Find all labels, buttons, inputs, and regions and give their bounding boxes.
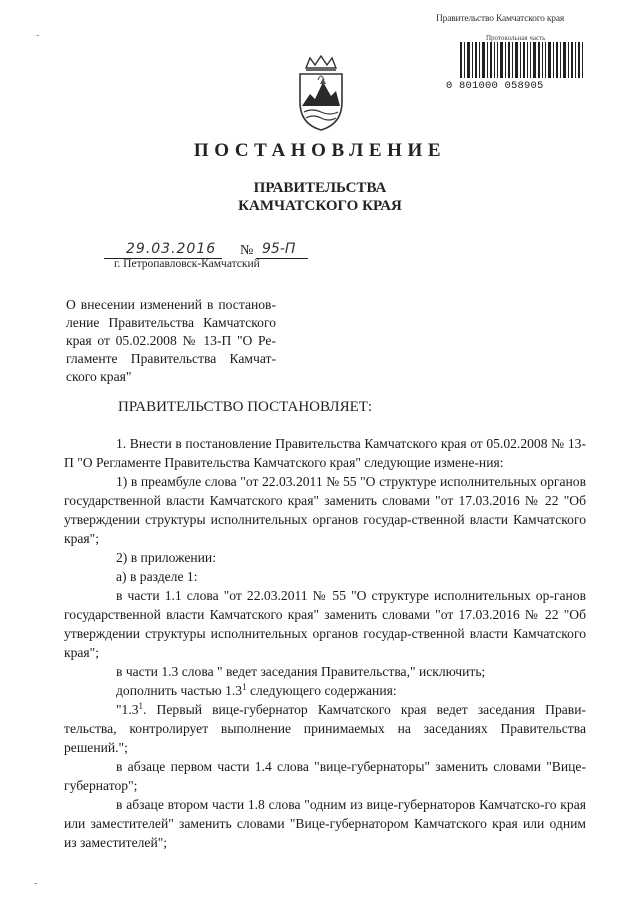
paragraph-text: следующего содержания: — [246, 683, 397, 698]
subject-line: О внесении изменений в постанов- — [66, 297, 276, 312]
superscript: 1 — [138, 701, 144, 711]
barcode-number: 0 801000 058905 — [446, 80, 544, 92]
paragraph: в части 1.1 слова "от 22.03.2011 № 55 "О структуре исполнительных ор-ганов государственной власти Камчатского края" заменить словами "от 17.03.2016 № 22 "Об утверждении структуры исполнительных органов государ-ственной власти Камчатского края"; — [64, 588, 586, 660]
paragraph — [64, 681, 586, 700]
scan-speck: - — [36, 30, 40, 41]
superscript: 1 — [242, 682, 247, 692]
subject-line: ление Правительства Камчатского — [66, 315, 276, 330]
paragraph: в части 1.3 слова " ведет заседания Правительства," исключить; — [116, 664, 486, 679]
paragraph: 1) в преамбуле слова "от 22.03.2011 № 55 "О структуре исполнительных органов государственной власти Камчатского края" заменить словами "от 17.03.2016 № 22 "Об утверждении структуры исполнительных органов государ-ственной власти Камчатского края"; — [64, 474, 586, 546]
issuer-line-1: ПРАВИТЕЛЬСТВА — [253, 180, 387, 196]
stamp-section: Протокольная часть — [486, 34, 546, 42]
document-date: 29.03.2016 — [126, 241, 217, 257]
number-sign: № — [240, 243, 254, 258]
subject-line: гламенте Правительства Камчат- — [66, 351, 276, 366]
subject-line: края от 05.02.2008 № 13-П "О Ре- — [66, 333, 276, 348]
subject-line: ского края" — [66, 369, 132, 384]
document-title: ПОСТАНОВЛЕНИЕ — [193, 140, 447, 161]
scan-speck: - — [34, 878, 38, 889]
kamchatka-coat-of-arms-icon — [296, 54, 346, 132]
paragraph: а) в разделе 1: — [116, 569, 198, 584]
paragraph: 1. Внести в постановление Правительства Камчатского края от 05.02.2008 № 13-П "О Регламенте Правительства Камчатского края" следующие измене-ния: — [64, 436, 586, 470]
document-number: 95-П — [262, 241, 296, 257]
paragraph-text: дополнить частью 1.3 — [116, 683, 243, 698]
paragraph — [64, 700, 586, 757]
document-body — [64, 434, 586, 852]
issuer-line-2: КАМЧАТСКОГО КРАЯ — [238, 198, 402, 214]
issue-city: г. Петропавловск-Камчатский — [114, 258, 260, 270]
resolution-heading: ПРАВИТЕЛЬСТВО ПОСТАНОВЛЯЕТ: — [118, 399, 373, 415]
stamp-organization: Правительство Камчатского края — [436, 14, 565, 24]
paragraph-text: . Первый вице-губернатор Камчатского края ведет заседания Прави-тельства, контролирует выполнение принимаемых на заседаниях Правительства решений."; — [64, 702, 586, 755]
paragraph: в абзаце первом части 1.4 слова "вице-губернаторы" заменить словами "Вице-губернатор"; — [64, 759, 586, 793]
paragraph-text: "1.3 — [116, 702, 139, 717]
number-underline — [256, 258, 308, 259]
document-subject — [66, 296, 276, 386]
paragraph: 2) в приложении: — [116, 550, 216, 565]
paragraph: в абзаце втором части 1.8 слова "одним из вице-губернаторов Камчатско-го края или заместителей" заменить словами "Вице-губернатором Камчатского края или одним из заместителей"; — [64, 797, 586, 850]
